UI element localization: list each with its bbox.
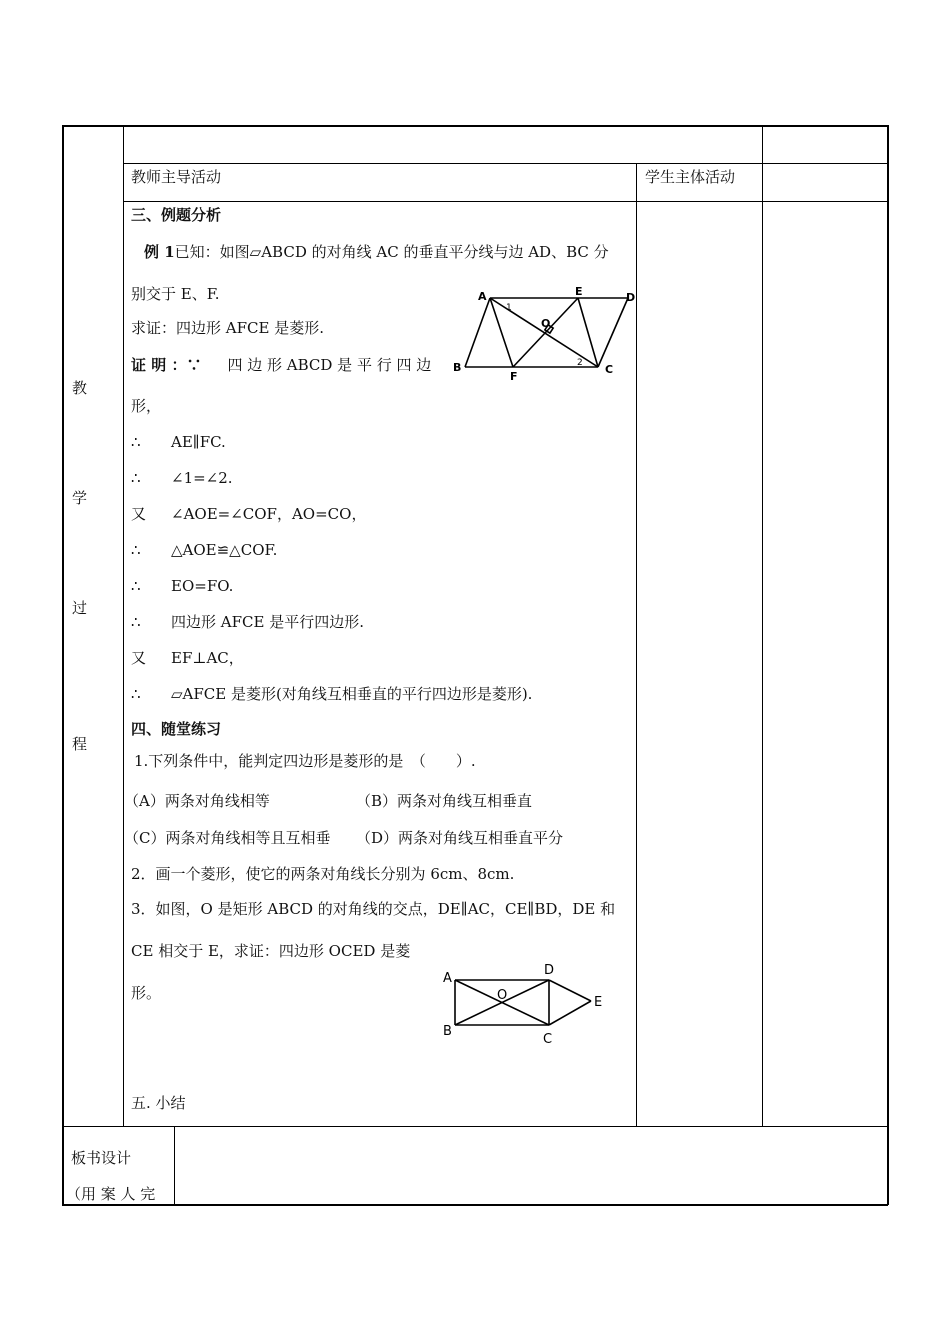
- step-text: △AOE≌△COF.: [171, 541, 278, 559]
- step-symbol: ∴: [131, 433, 141, 451]
- table-top-border: [62, 125, 888, 127]
- fig2-label-E: E: [594, 995, 603, 1010]
- right-column-divider: [762, 125, 763, 1126]
- proof-label: 证 明 ：: [131, 356, 187, 374]
- proof-step: [131, 684, 532, 704]
- process-section-bottom: [62, 1126, 888, 1127]
- side-label-char-1: 教: [72, 379, 88, 397]
- fig1-angle-1: 1: [506, 303, 512, 313]
- step-text: EF⊥AC，: [171, 649, 244, 667]
- because-symbol: ∵: [186, 356, 202, 374]
- q1-option-b: （B）两条对角线互相垂直: [356, 792, 533, 810]
- question-1: 1.下列条件中，能判定四边形是菱形的是 （ ）.: [134, 752, 476, 770]
- proof-step: [131, 648, 244, 668]
- side-label-char-4: 程: [72, 735, 88, 753]
- question-3-line-3: 形。: [131, 984, 162, 1002]
- example-label: 例 1: [144, 243, 175, 261]
- fig2-label-A: A: [443, 971, 452, 986]
- fig1-label-O: O: [541, 317, 551, 330]
- header-row-bottom: [123, 201, 888, 202]
- student-activity-header: 学生主体活动: [645, 168, 736, 186]
- example-line-2: 别交于 E、F.: [131, 285, 220, 303]
- question-3-line-1: 3．如图，O 是矩形 ABCD 的对角线的交点，DE∥AC，CE∥BD，DE 和: [131, 900, 616, 918]
- fig1-label-A: A: [478, 290, 487, 303]
- proof-first-text: 四 边 形 ABCD 是 平 行 四 边: [227, 356, 432, 374]
- step-symbol: ∴: [131, 685, 141, 703]
- proof-first-line: [131, 355, 431, 375]
- board-design-note: （用 案 人 完: [66, 1185, 156, 1203]
- teacher-activity-header: 教师主导活动: [131, 168, 222, 186]
- side-label-char-2: 学: [72, 489, 88, 507]
- step-text: AE∥FC.: [171, 433, 226, 451]
- fig1-label-B: B: [453, 361, 462, 374]
- fig2-label-D: D: [544, 963, 555, 978]
- q1-option-d: （D）两条对角线互相垂直平分: [356, 829, 564, 847]
- proof-step: [131, 540, 277, 560]
- fig1-label-E: E: [575, 285, 583, 298]
- step-text: EO=FO.: [171, 577, 234, 595]
- section3-title: 三、例题分析: [131, 206, 222, 224]
- prove-statement: 求证：四边形 AFCE 是菱形.: [131, 319, 324, 337]
- fig1-label-C: C: [605, 363, 614, 376]
- q1-option-a: （A）两条对角线相等: [124, 792, 270, 810]
- step-symbol: ∴: [131, 613, 141, 631]
- proof-step: [131, 468, 233, 488]
- q1-option-c: （C）两条对角线相等且互相垂: [124, 829, 331, 847]
- fig2-label-O: O: [497, 988, 508, 1003]
- fig2-label-C: C: [543, 1032, 553, 1047]
- header-row-top: [123, 163, 888, 164]
- step-symbol: ∴: [131, 541, 141, 559]
- step-symbol: 又: [131, 505, 147, 523]
- side-label-char-3: 过: [72, 599, 88, 617]
- fig1-angle-2: 2: [577, 358, 583, 368]
- question-2: 2．画一个菱形，使它的两条对角线长分别为 6cm、8cm.: [131, 865, 515, 883]
- step-text: ∠1=∠2.: [171, 469, 233, 487]
- question-3-line-2: CE 相交于 E，求证：四边形 OCED 是菱: [131, 942, 411, 960]
- fig2-label-B: B: [443, 1024, 452, 1039]
- proof-step: [131, 576, 233, 596]
- rectangle-figure: [436, 958, 616, 1048]
- step-symbol: 又: [131, 649, 147, 667]
- fig1-label-D: D: [626, 291, 636, 304]
- step-text: ▱AFCE 是菱形(对角线互相垂直的平行四边形是菱形).: [171, 685, 533, 703]
- proof-step: [131, 504, 366, 524]
- proof-first-cont: 形，: [131, 397, 162, 415]
- step-text: 四边形 AFCE 是平行四边形.: [171, 613, 364, 631]
- parallelogram-figure: [448, 283, 638, 383]
- proof-step: [131, 612, 364, 632]
- side-column-divider: [123, 125, 124, 1126]
- step-symbol: ∴: [131, 469, 141, 487]
- example-text-1: 已知：如图▱ABCD 的对角线 AC 的垂直平分线与边 AD、BC 分: [174, 243, 609, 261]
- table-right-border: [887, 125, 889, 1205]
- fig1-label-F: F: [510, 370, 518, 383]
- board-design-label: 板书设计: [71, 1149, 132, 1167]
- table-left-border: [62, 125, 64, 1205]
- section4-title: 四、随堂练习: [131, 720, 222, 738]
- example-line-1: [131, 242, 609, 262]
- table-bottom-border: [62, 1204, 888, 1206]
- step-text: ∠AOE=∠COF，AO=CO，: [171, 505, 367, 523]
- proof-step: [131, 432, 226, 452]
- step-symbol: ∴: [131, 577, 141, 595]
- board-label-divider: [174, 1126, 175, 1204]
- section5-title: 五. 小结: [131, 1094, 186, 1112]
